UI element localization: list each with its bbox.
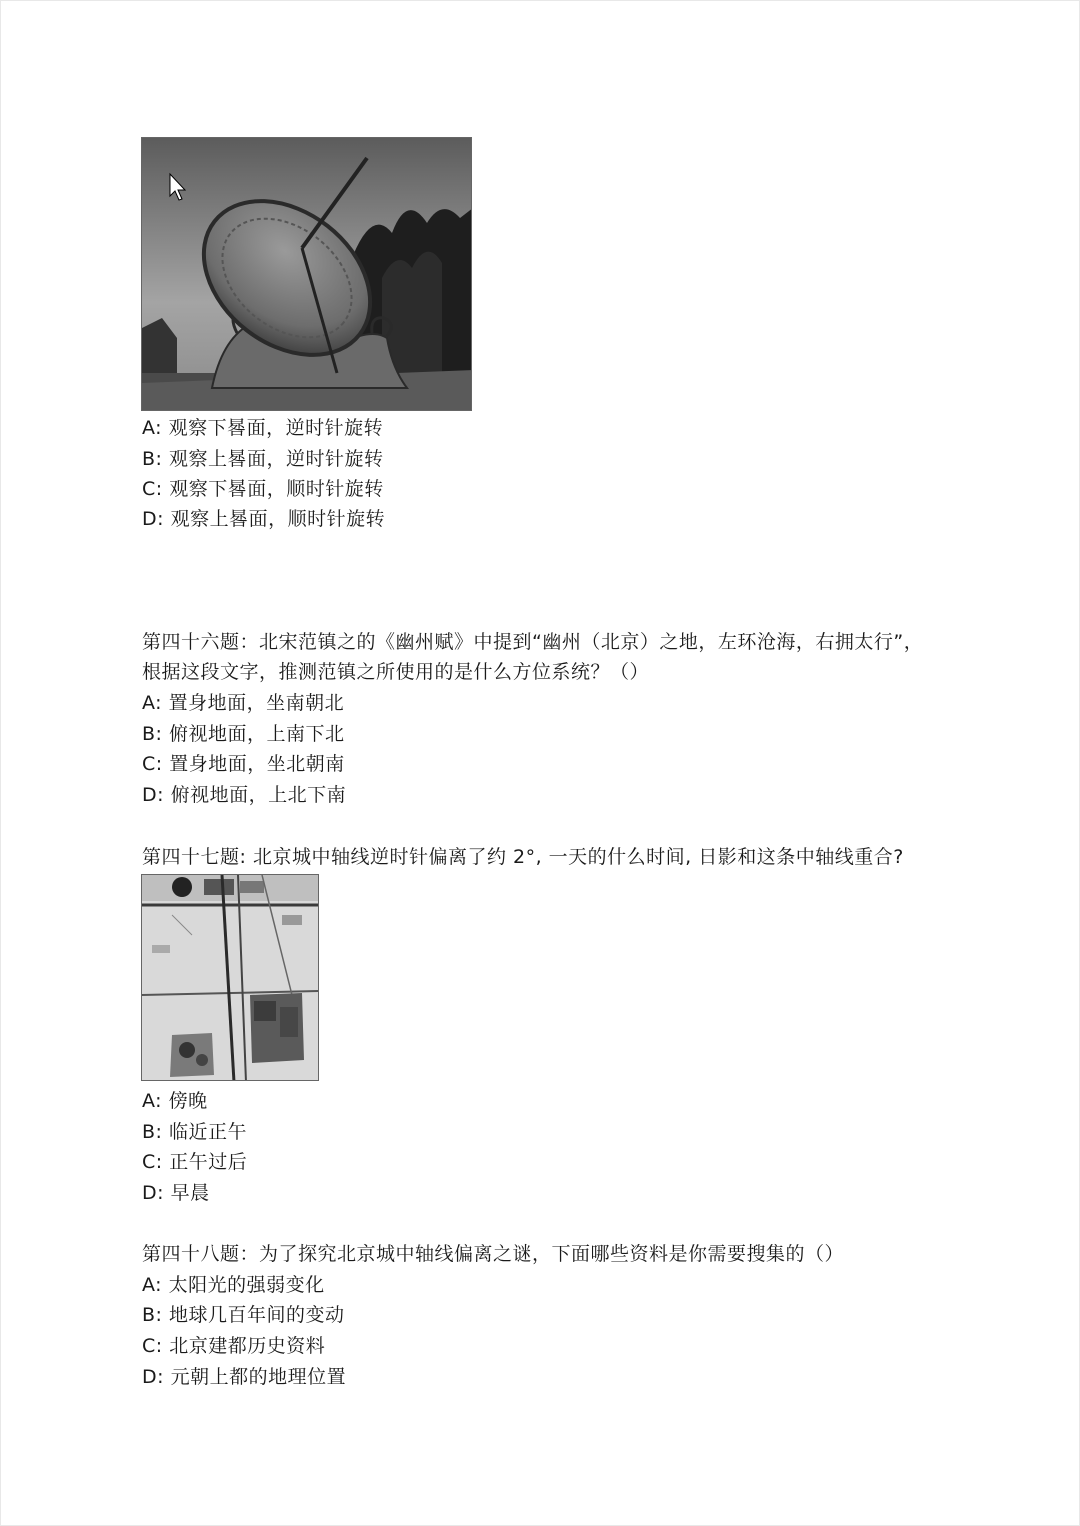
option-text: 观察上晷面，顺时针旋转 [170,508,386,530]
option-letter: A: [142,1090,163,1112]
option-text: 临近正午 [168,1121,247,1143]
option-text: 傍晚 [168,1090,208,1112]
option-letter: C: [142,753,163,775]
option-text: 观察下晷面，逆时针旋转 [168,417,384,439]
q46-option-c[interactable] [142,752,345,776]
option-letter: C: [142,478,163,500]
option-letter: A: [142,692,163,714]
option-text: 早晨 [170,1182,210,1204]
option-text: 北京建都历史资料 [169,1335,326,1357]
q47-question-line-1: 第四十七题: 北京城中轴线逆时针偏离了约 2°, 一天的什么时间, 日影和这条中轴线重合? [142,846,904,868]
option-text: 元朝上都的地理位置 [170,1366,347,1388]
beijing-axis-map-photo [141,874,319,1081]
q46-question-line-2: 根据这段文字，推测范镇之所使用的是什么方位系统？（） [142,661,650,683]
q46-option-d[interactable] [142,783,346,807]
option-text: 太阳光的强弱变化 [168,1274,325,1296]
q48-option-c[interactable] [142,1334,325,1358]
q46-question-line-1: 第四十六题：北宋范镇之的《幽州赋》中提到“幽州（北京）之地，左环沧海，右拥太行”， [142,631,924,653]
q48-option-b[interactable] [142,1303,345,1327]
option-letter: B: [142,448,163,470]
option-text: 俯视地面，上北下南 [170,784,347,806]
option-text: 正午过后 [169,1151,248,1173]
option-letter: A: [142,1274,163,1296]
q46-option-b[interactable] [142,722,345,746]
option-text: 地球几百年间的变动 [168,1304,345,1326]
q45-option-d[interactable] [142,507,385,531]
option-letter: D: [142,784,165,806]
option-text: 观察下晷面，顺时针旋转 [169,478,384,500]
q45-option-c[interactable] [142,477,384,501]
q48-option-a[interactable] [142,1273,325,1297]
q45-option-b[interactable] [142,447,384,471]
q47-option-d[interactable] [142,1181,210,1205]
option-text: 置身地面，坐北朝南 [169,753,345,775]
option-letter: D: [142,1366,165,1388]
option-text: 观察上晷面，逆时针旋转 [168,448,384,470]
q45-option-a[interactable] [142,416,383,440]
q47-option-c[interactable] [142,1150,247,1174]
option-letter: A: [142,417,163,439]
option-text: 置身地面，坐南朝北 [168,692,345,714]
q47-option-a[interactable] [142,1089,208,1113]
option-text: 俯视地面，上南下北 [168,723,345,745]
option-letter: C: [142,1151,163,1173]
option-letter: D: [142,1182,165,1204]
q48-question-line-1: 第四十八题：为了探究北京城中轴线偏离之谜，下面哪些资料是你需要搜集的（） [142,1243,845,1265]
q48-option-d[interactable] [142,1365,346,1389]
q46-option-a[interactable] [142,691,344,715]
q47-option-b[interactable] [142,1120,247,1144]
sundial-photo [141,137,472,411]
option-letter: B: [142,1121,163,1143]
option-letter: C: [142,1335,163,1357]
option-letter: B: [142,1304,163,1326]
option-letter: D: [142,508,165,530]
option-letter: B: [142,723,163,745]
